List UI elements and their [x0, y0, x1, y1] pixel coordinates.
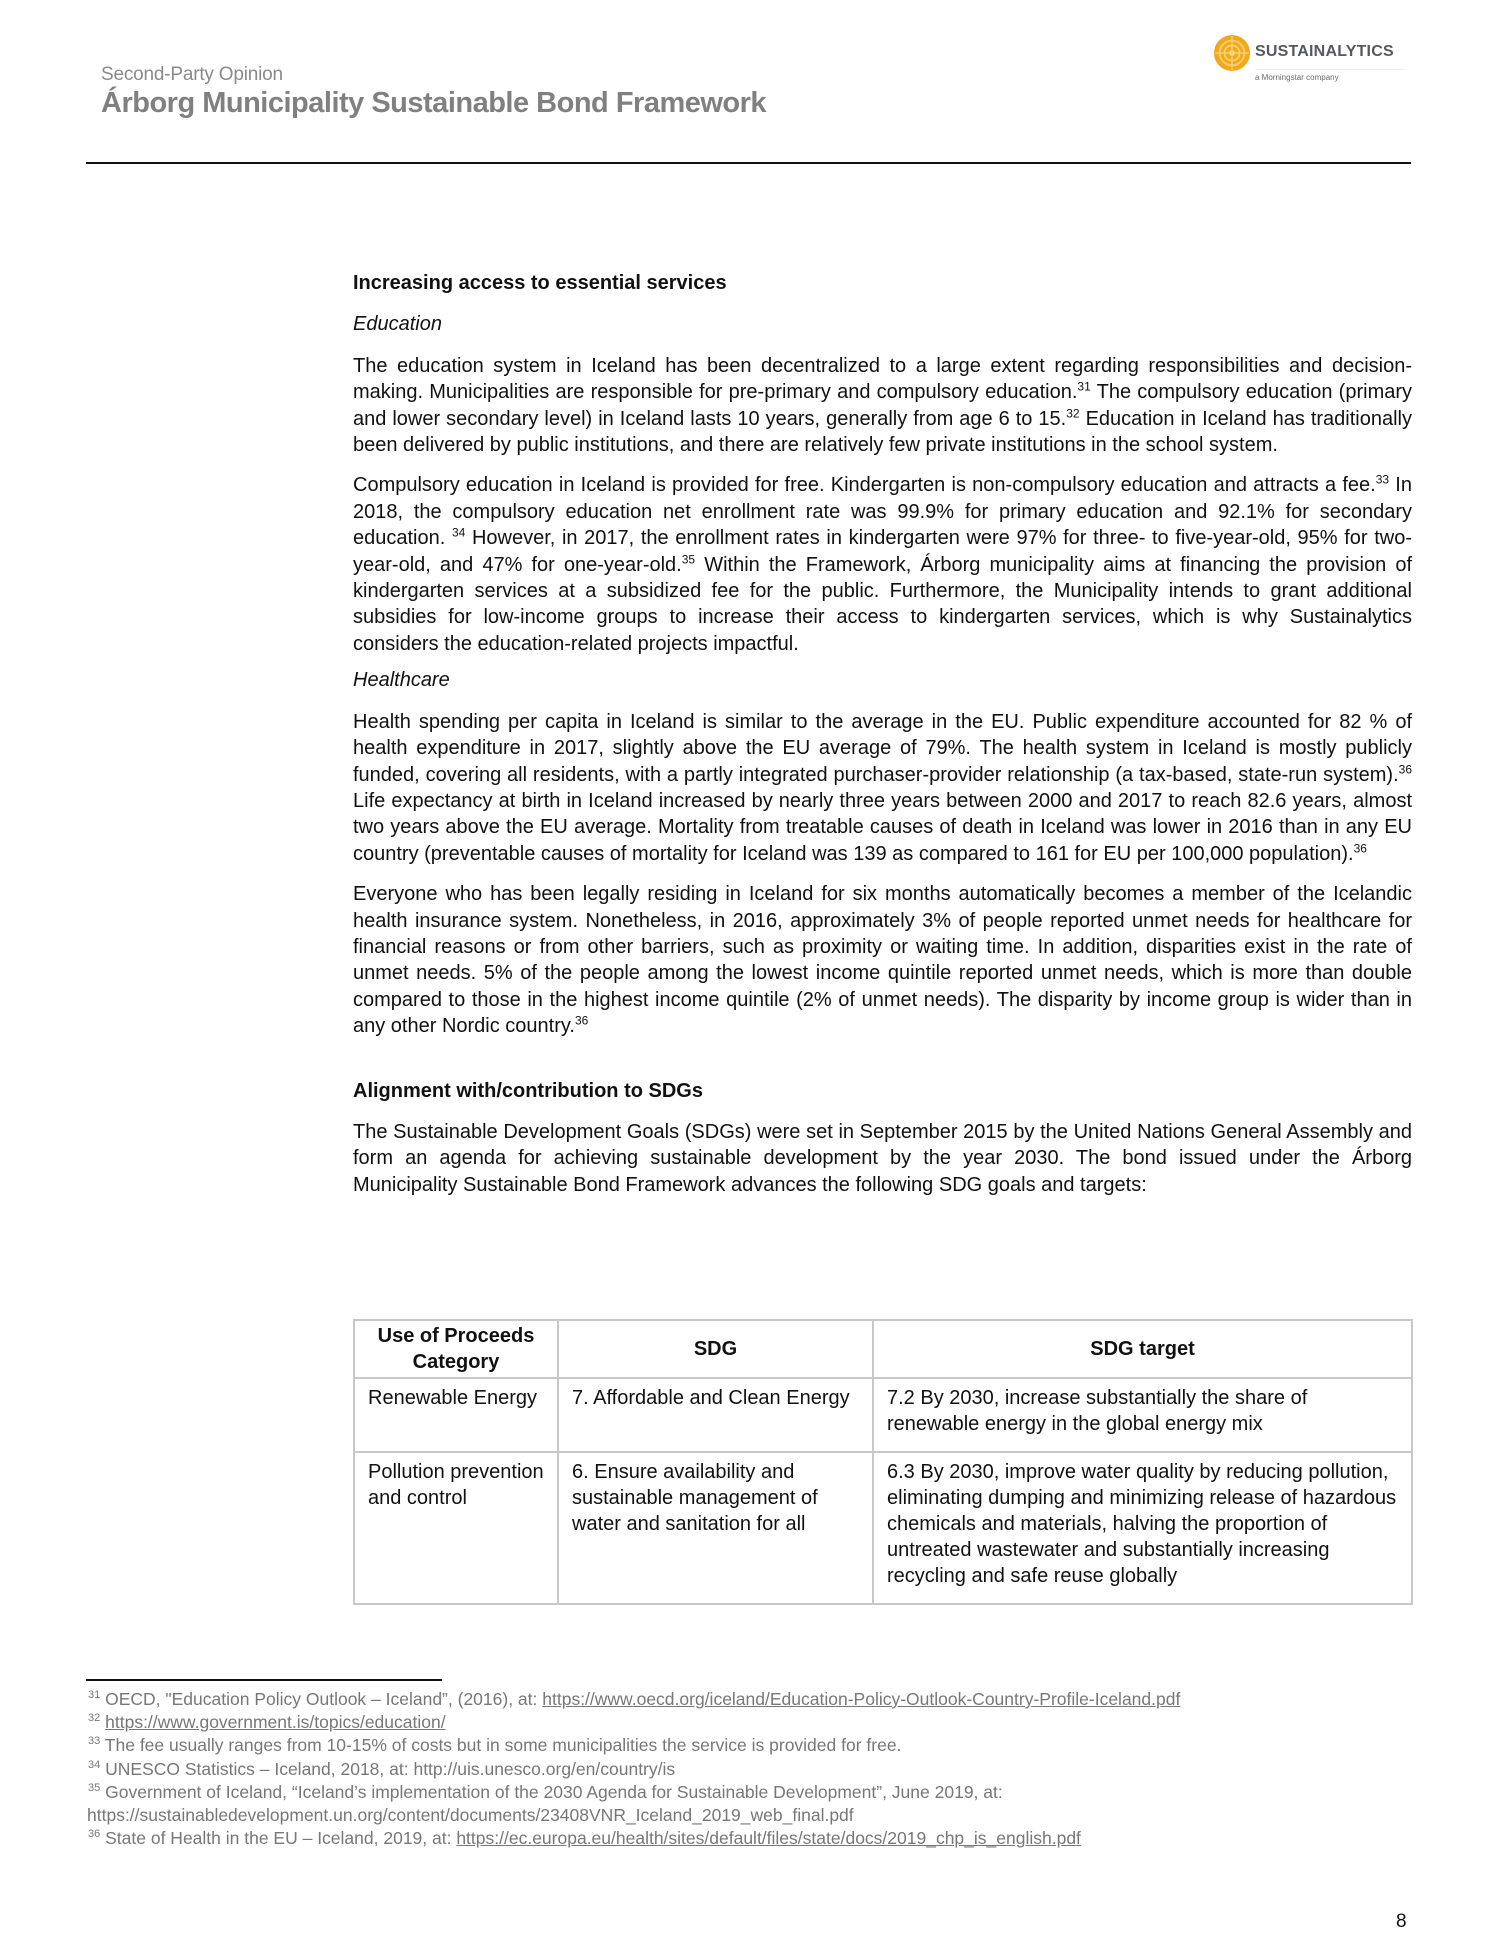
footnote-ref[interactable]: 35: [681, 552, 696, 566]
footnote-ref[interactable]: 36: [1398, 761, 1412, 776]
footnote-33: $^{33}$ The fee usually ranges from 10-15% of costs but in some municipalities the service is provided for free.: [88, 1735, 902, 1756]
paragraph-healthcare-2: Everyone who has been legally residing in Iceland for six months automatically becomes a member of the Icelandic health insurance system. Nonetheless, in 2016, approximately 3% of people reported unmet needs for healthcare for financial reasons or from other barriers, such as proximity or waiting time. In addition, disparities exist in the rate of unmet needs. 5% of the people among the lowest income quintile reported unmet needs, which is more than double compared to those in the highest income quintile (2% of unmet needs). The disparity by income group is wider than in any other Nordic country.$^{36}$: [353, 883, 1412, 1038]
paragraph-education-2: Compulsory education in Iceland is provided for free. Kindergarten is non-compulsory education and attracts a fee.$^{33}$ In 2018, the compulsory education net enrollment rate was 99.9% for primary education and 92.1% for secondary education. $^{34}$ However, in 2017, the enrollment rates in kindergarten were 97% for three- to five-year-old, 95% for two-year-old, and 47% for one-year-old.$^{35}$ Within the Framework, Árborg municipality aims at financing the provision of kindergarten services at a subsidized fee for the public. Furthermore, the Municipality intends to grant additional subsidies for low-income groups to increase their access to kindergarten services, which is why Sustainalytics considers the education-related projects impactful.: [353, 472, 1412, 655]
section-heading-essential-services: Increasing access to essential services: [353, 272, 727, 294]
footnote-ref[interactable]: 32: [1066, 405, 1080, 420]
footnote-separator: [86, 1679, 442, 1681]
document-title: Árborg Municipality Sustainable Bond Framework: [101, 87, 767, 119]
footnote-link[interactable]: https://www.oecd.org/iceland/Education-Policy-Outlook-Country-Profile-Iceland.pdf: [542, 1689, 1181, 1709]
column-header-category: Use of Proceeds Category: [354, 1320, 558, 1378]
table-header-row: [354, 1320, 1412, 1378]
sustainalytics-logo: [1213, 34, 1413, 90]
subheading-healthcare: Healthcare: [353, 669, 450, 692]
cell-sdg-target: 7.2 By 2030, increase substantially the share of renewable energy in the global energy mix: [873, 1378, 1412, 1452]
page-number: 8: [1396, 1911, 1407, 1932]
footnote-ref[interactable]: 36: [1353, 841, 1367, 856]
document-subtitle: Second-Party Opinion: [101, 64, 283, 85]
paragraph-healthcare-1: Health spending per capita in Iceland is similar to the average in the EU. Public expenditure accounted for 82 % of health expenditure in 2017, slightly above the EU average of 79%. The health system in Iceland is mostly publicly funded, covering all residents, with a partly integrated purchaser-provider relationship (a tax-based, state-run system).$^{36}$ Life expectancy at birth in Iceland increased by nearly three years between 2000 and 2017 to reach 82.6 years, almost two years above the EU average. Mortality from treatable causes of death in Iceland was lower in 2016 than in any EU country (preventable causes of mortality for Iceland was 139 as compared to 161 for EU per 100,000 population).$^{36}$: [353, 710, 1412, 865]
sustainalytics-logo-icon: [1213, 34, 1251, 72]
paragraph-sdg-intro: The Sustainable Development Goals (SDGs) were set in September 2015 by the United Nations General Assembly and form an agenda for achieving sustainable development by the year 2030. The bond issued under the Árborg Municipality Sustainable Bond Framework advances the following SDG goals and targets:: [353, 1120, 1412, 1196]
footnote-ref[interactable]: 33: [1375, 472, 1390, 487]
footnote-ref[interactable]: 34: [451, 525, 466, 540]
footnote-34: $^{34}$ UNESCO Statistics – Iceland, 2018, at: http://uis.unesco.org/en/country/is: [88, 1758, 676, 1779]
footnote-31: $^{31}$ OECD, "Education Policy Outlook – Iceland”, (2016), at: https://www.oecd.org/iceland/Education-Policy-Outlook-Country-Profile-Iceland.pdf: [88, 1689, 1181, 1709]
footnote-ref[interactable]: 36: [574, 1013, 589, 1028]
logo-wordmark: SUSTAINALYTICS: [1255, 43, 1394, 60]
footnote-35-url: https://sustainabledevelopment.un.org/content/documents/23408VNR_Iceland_2019_web_final.pdf: [87, 1805, 854, 1826]
subheading-education: Education: [353, 313, 442, 336]
paragraph-education-1: The education system in Iceland has been decentralized to a large extent regarding responsibilities and decision-making. Municipalities are responsible for pre-primary and compulsory education.$^{31}$ The compulsory education (primary and lower secondary level) in Iceland lasts 10 years, generally from age 6 to 15.32 Education in Iceland has traditionally been delivered by public institutions, and there are relatively few private institutions in the school system.: [353, 354, 1413, 457]
column-header-sdg-target: SDG target: [873, 1320, 1412, 1378]
sdg-alignment-table: [353, 1319, 1413, 1605]
footnote-link[interactable]: https://www.government.is/topics/education/: [105, 1712, 446, 1733]
header-divider: [86, 162, 1411, 164]
logo-divider: [1255, 69, 1405, 70]
column-header-sdg: SDG: [558, 1320, 873, 1378]
logo-tagline: a Morningstar company: [1255, 73, 1339, 82]
footnote-ref[interactable]: 31: [1077, 379, 1091, 394]
cell-category: Pollution prevention and control: [354, 1452, 558, 1604]
footnote-36: $^{36}$ State of Health in the EU – Iceland, 2019, at: https://ec.europa.eu/health/sites/default/files/state/docs/2019_chp_is_english.pdf: [88, 1828, 1081, 1849]
footnote-35: $^{35}$ Government of Iceland, “Iceland’s implementation of the 2030 Agenda for Sustainable Development”, June 2019, at:: [88, 1781, 1003, 1802]
cell-sdg: 7. Affordable and Clean Energy: [558, 1378, 873, 1452]
main-content: [353, 270, 1412, 1212]
footnote-32: $^{32}$ https://www.government.is/topics/education/: [88, 1712, 446, 1733]
table-row: [354, 1452, 1412, 1604]
footnotes: [88, 1688, 1418, 1850]
footnote-link[interactable]: https://ec.europa.eu/health/sites/default/files/state/docs/2019_chp_is_english.pdf: [456, 1828, 1081, 1849]
section-heading-sdgs: Alignment with/contribution to SDGs: [353, 1079, 703, 1102]
cell-sdg-target: 6.3 By 2030, improve water quality by reducing pollution, eliminating dumping and minimizing release of hazardous chemicals and materials, halving the proportion of untreated wastewater and substantially increasing recycling and safe reuse globally: [873, 1452, 1412, 1604]
cell-sdg: 6. Ensure availability and sustainable management of water and sanitation for all: [558, 1452, 873, 1604]
table-row: [354, 1378, 1412, 1452]
cell-category: Renewable Energy: [354, 1378, 558, 1452]
